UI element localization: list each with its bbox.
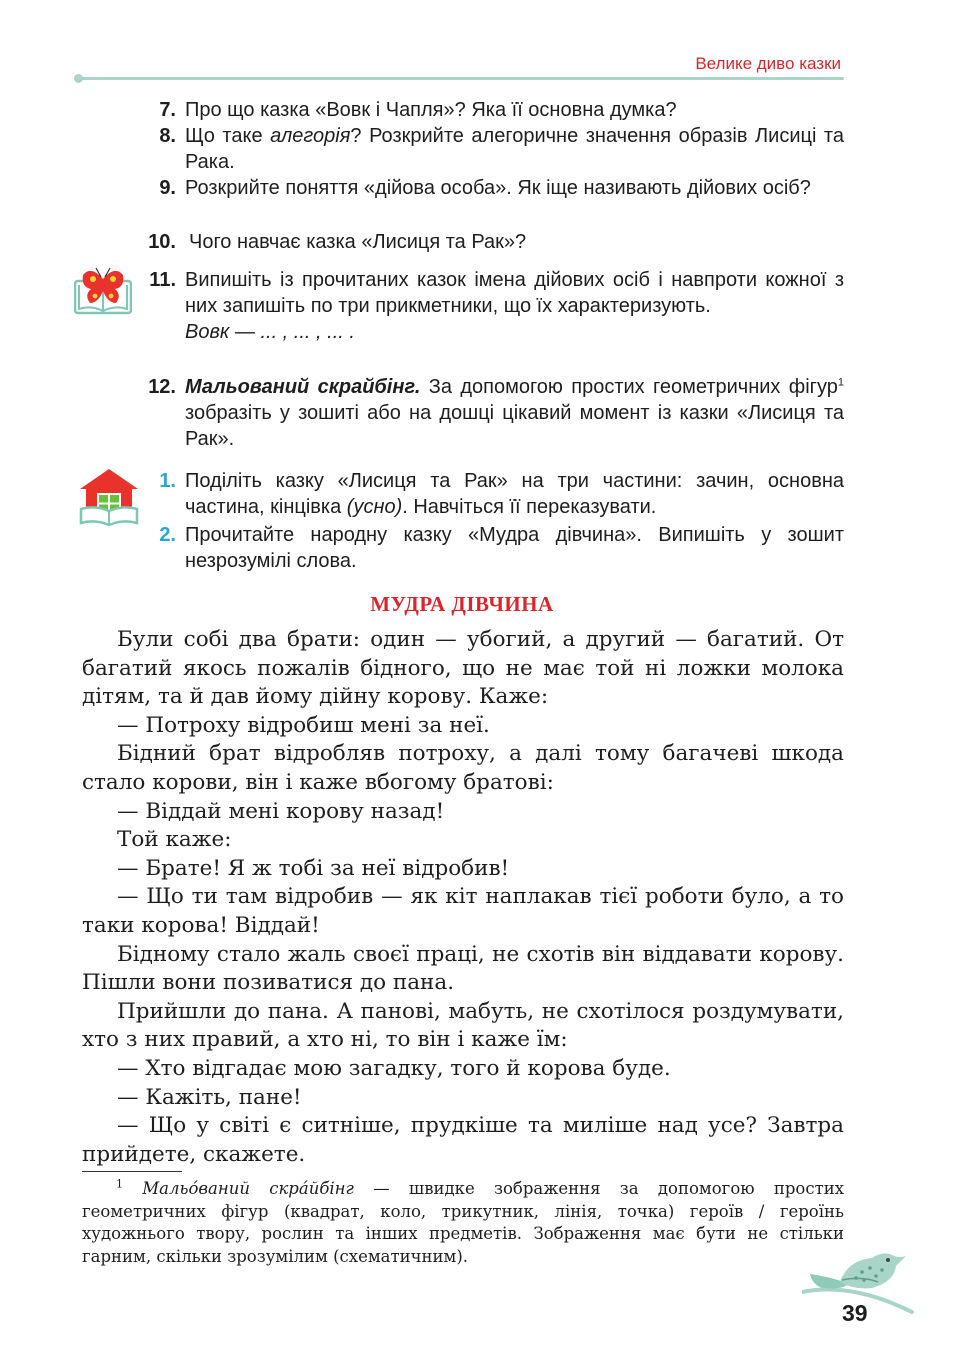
footnote — [82, 1178, 844, 1268]
story-paragraph: Той каже: — [117, 827, 232, 853]
question-8 — [130, 123, 844, 175]
footnote-text: — швидке зображення за допомогою простих геометричних фігур (квадрат, коло, трикутник, лінія, точка) героїв / героїнь художнього твору, рослин та інших предметів. Зображення має бути не стільки гарним, скільки зрозумілим (схематичним). — [82, 1179, 845, 1266]
question-number: 11. — [149, 269, 176, 291]
footnote-ref: 1 — [837, 376, 844, 389]
story-paragraph: — Потроху відробиш мені за неї. — [117, 712, 490, 738]
question-text: Випишіть із прочитаних казок імена дійових осіб і навпроти кожної з них запишіть по три прикметники, що їх характеризують. — [185, 269, 844, 317]
butterfly-book-icon — [74, 265, 132, 320]
homework-text: Прочитайте народну казку «Мудра дівчина». Випишіть у зошит незрозумілі слова. — [185, 524, 844, 572]
footnote-term: Мальо́ваний скра́йбінг — [142, 1179, 354, 1198]
question-example: Вовк — ... , ... , ... . — [185, 321, 355, 343]
question-11 — [130, 267, 844, 345]
story-paragraph: Прийшли до пана. А панові, мабуть, не схотілося роздумувати, хто з них правий, а хто ні, то він і каже їм: — [82, 998, 844, 1053]
page-number: 39 — [842, 1300, 868, 1326]
running-header: Велике диво казки — [695, 54, 841, 73]
story-paragraph: Бідному стало жаль своєї праці, не схотів він віддавати корову. Пішли вони позиватися до пана. — [82, 941, 844, 996]
question-12 — [130, 374, 844, 452]
question-9 — [130, 175, 844, 201]
story-paragraph: — Кажіть, пане! — [117, 1084, 302, 1110]
story-paragraph: Бідний брат відробляв потроху, а далі тому багачеві шкода стало корови, він і каже вбогому братові: — [82, 741, 844, 795]
homework-text: Поділіть казку «Лисиця та Рак» на три частини: зачин, основна частина, кінцівка (усно). Навчіться її переказувати. — [185, 470, 844, 518]
question-number: 12. — [148, 376, 176, 398]
question-number: 7. — [159, 99, 176, 121]
question-10 — [130, 229, 844, 255]
question-text: Що таке алегорія? Розкрийте алегоричне значення образів Лисиці та Рака. — [185, 125, 844, 173]
story-paragraph: — Хто відгадає мою загадку, того й корова буде. — [117, 1055, 671, 1081]
question-text: Чого навчає казка «Лисиця та Рак»? — [189, 231, 527, 253]
footnote-rule — [82, 1171, 182, 1172]
question-7 — [130, 97, 844, 123]
question-text: Розкрийте поняття «дійова особа». Як іще називають дійових осіб? — [185, 177, 811, 199]
story-text — [82, 626, 844, 1169]
header-rule — [78, 77, 844, 80]
question-text: Про що казка «Вовк і Чапля»? Яка її основна думка? — [185, 99, 677, 121]
question-number: 8. — [159, 125, 176, 147]
story-title: МУДРА ДІВЧИНА — [370, 592, 554, 616]
homework-number: 2. — [159, 524, 176, 546]
question-number: 10. — [148, 231, 176, 253]
story-paragraph: — Що ти там відробив — як кіт наплакав тієї роботи було, а то таки корова! Віддай! — [82, 884, 844, 938]
footnote-mark: 1 — [116, 1177, 123, 1191]
homework-number: 1. — [159, 470, 176, 492]
term-scribing: Мальований скрайбінг. — [185, 376, 421, 398]
homework-2 — [130, 522, 844, 574]
story-paragraph: — Брате! Я ж тобі за неї відробив! — [117, 855, 510, 881]
story-paragraph: — Що у світі є ситніше, прудкіше та миліше над усе? Завтра прийдете, скажете. — [82, 1113, 844, 1167]
question-text: Мальований скрайбінг. За допомогою простих геометричних фігур$^1$ зобразіть у зошиті або на дошці цікавий момент із казки «Лисиця та Рак». — [185, 376, 844, 450]
term-allegory: алегорія — [270, 125, 351, 147]
homework-1 — [130, 468, 844, 520]
question-number: 9. — [159, 177, 176, 199]
story-paragraph: — Віддай мені корову назад! — [117, 798, 445, 824]
story-paragraph: Були собі два брати: один — убогий, а другий — багатий. От багатий якось пожалів бідного, що не має той ні ложки молока дітям, та й дав йому дійну корову. Каже: — [82, 627, 844, 710]
